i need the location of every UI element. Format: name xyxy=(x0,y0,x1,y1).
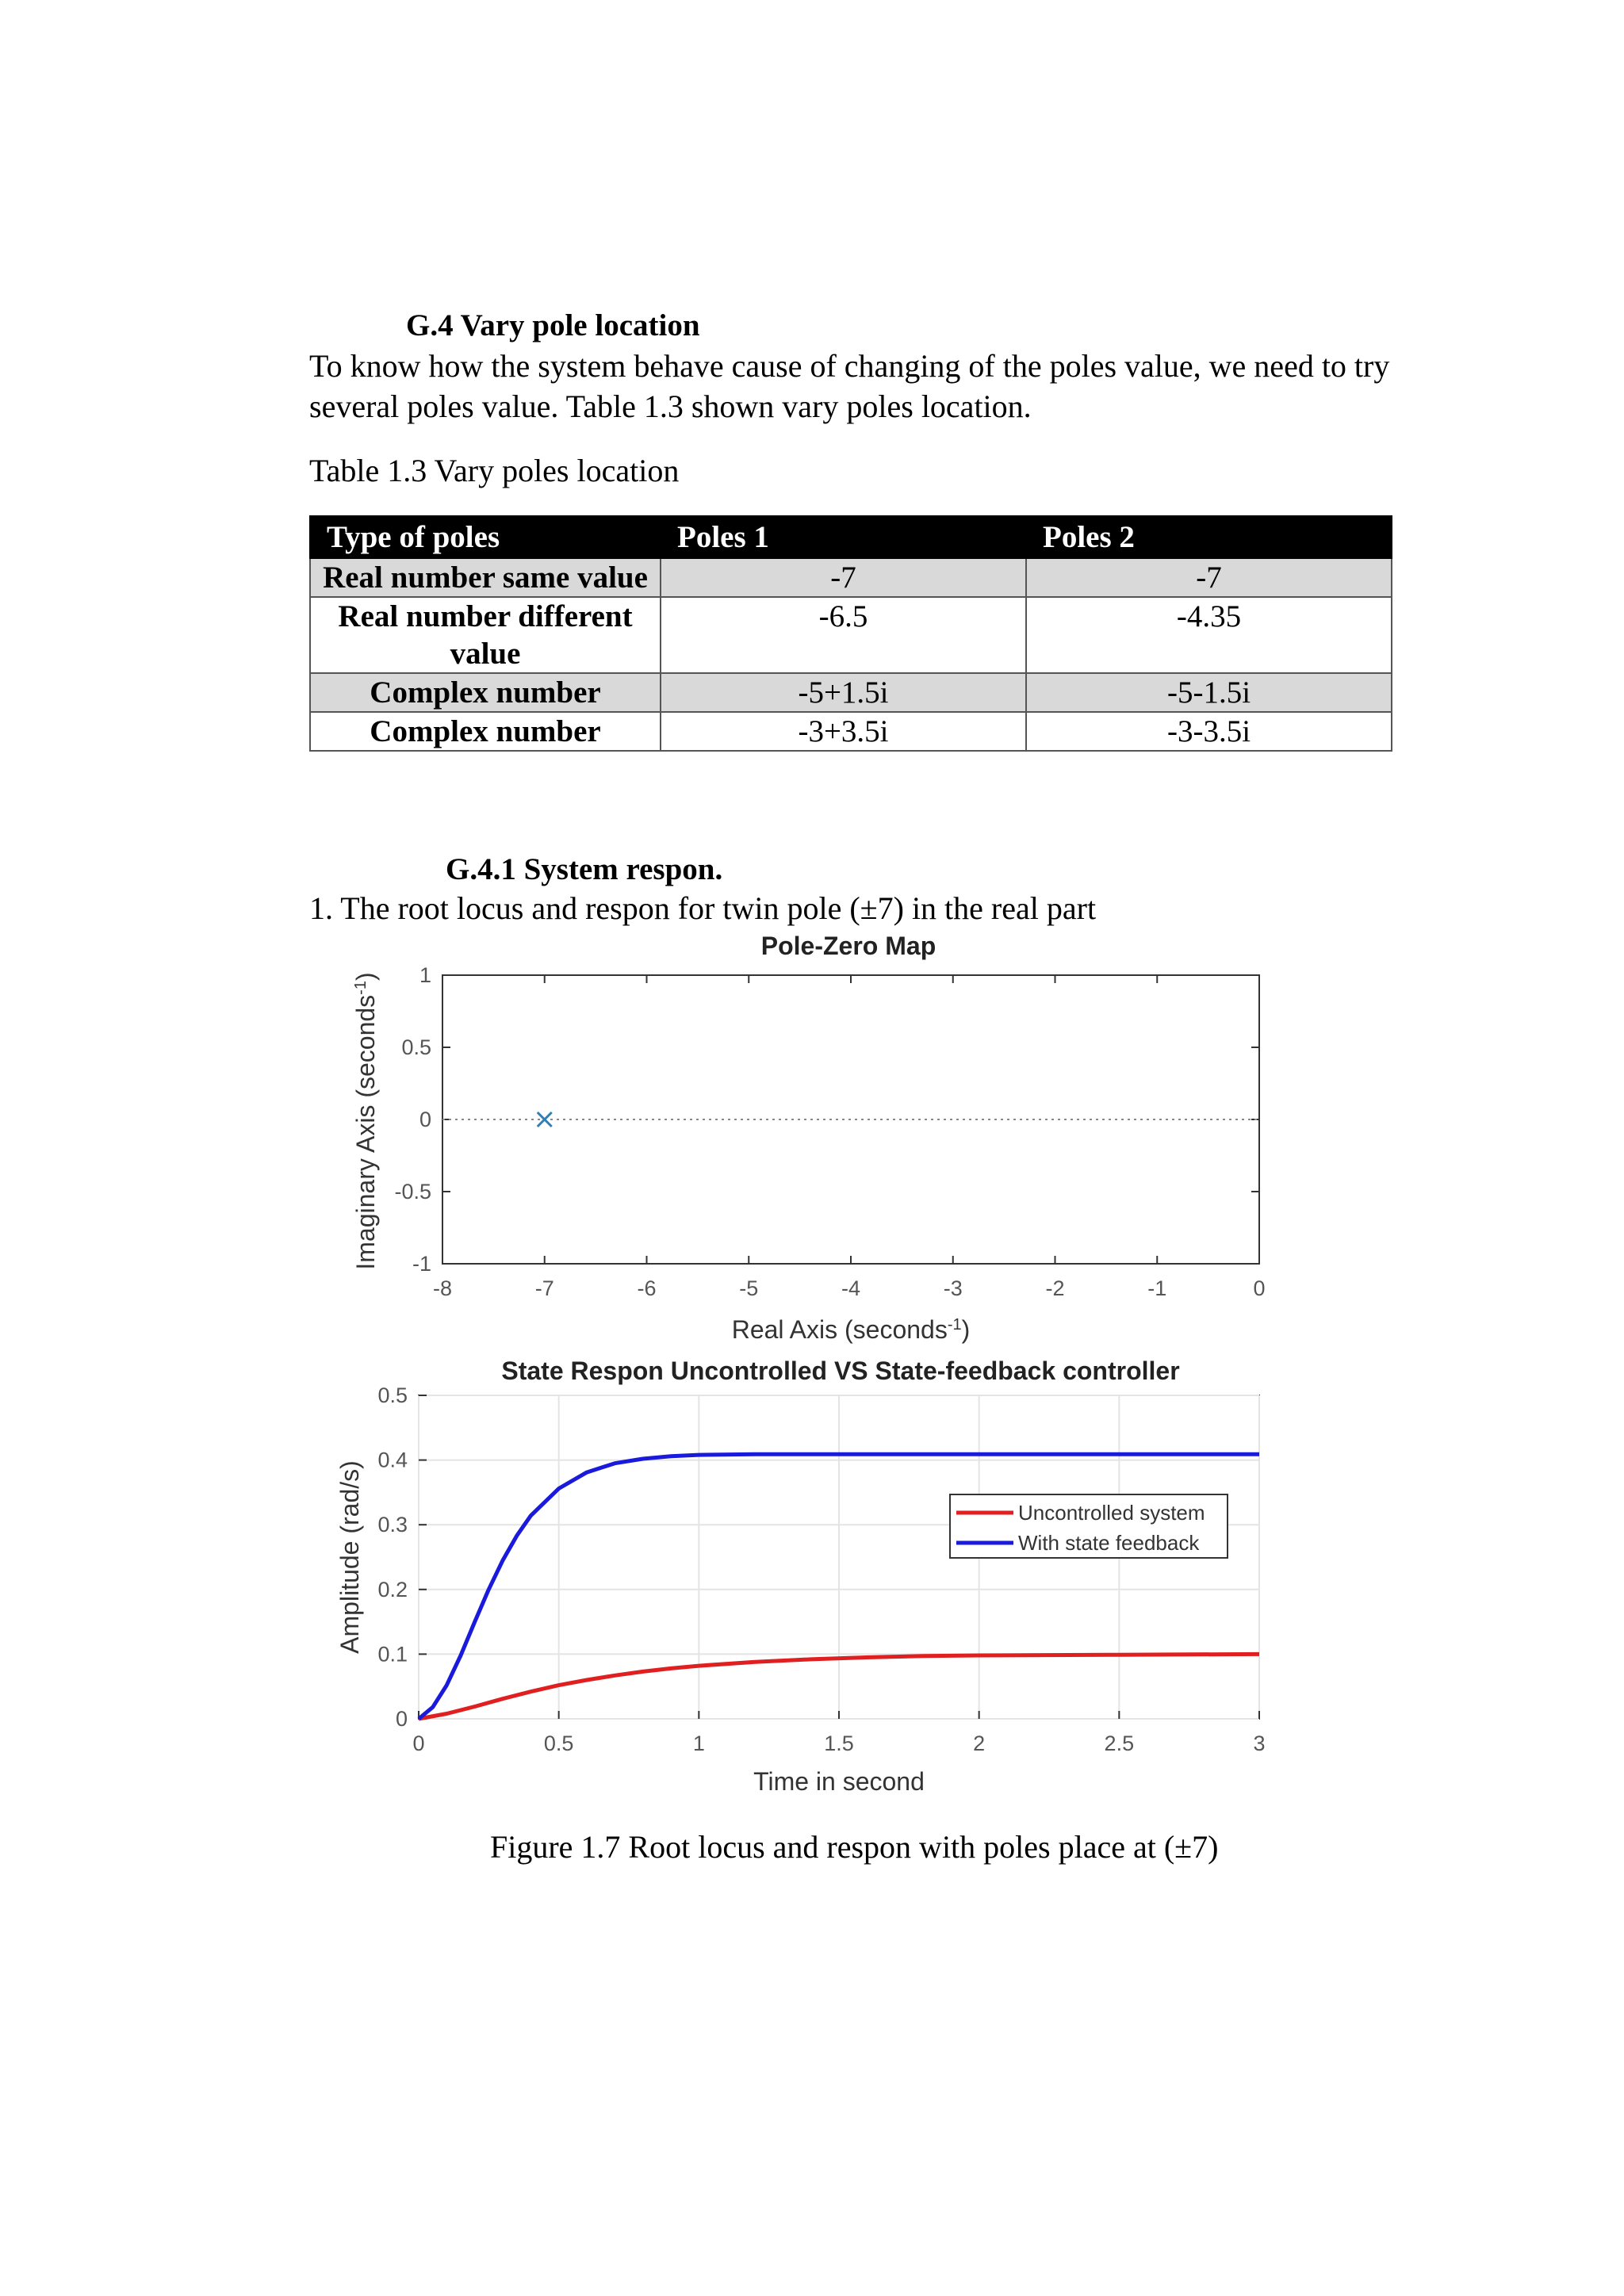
header-poles-2: Poles 2 xyxy=(1026,516,1392,558)
cell-pole-1: -6.5 xyxy=(661,597,1026,673)
x-tick-label: -5 xyxy=(739,1276,759,1300)
section-heading: G.4 Vary pole location xyxy=(406,308,700,342)
y-axis-label: Imaginary Axis (seconds$^{-1}$) xyxy=(351,972,380,1270)
cell-pole-1: -3+3.5i xyxy=(661,712,1026,751)
y-tick-label: 0.5 xyxy=(401,1035,431,1059)
list-item: 1. The root locus and respon for twin pole (±7) in the real part xyxy=(309,890,1097,926)
legend-label-feedback: With state feedback xyxy=(1018,1531,1200,1555)
cell-pole-2: -3-3.5i xyxy=(1026,712,1392,751)
x-axis-label: Time in second xyxy=(753,1767,925,1796)
cell-pole-2: -7 xyxy=(1026,558,1392,597)
y-axis-label: Amplitude (rad/s) xyxy=(335,1460,364,1654)
x-tick-label: 0 xyxy=(1253,1276,1266,1300)
x-tick-label: -8 xyxy=(432,1276,453,1300)
x-tick-label: -2 xyxy=(1045,1276,1065,1300)
intro-paragraph: To know how the system behave cause of changing of the poles value, we need to try several poles value. Table 1.3 shown vary poles location. xyxy=(309,348,1390,424)
x-tick-label: -7 xyxy=(534,1276,554,1300)
legend-label-uncontrolled: Uncontrolled system xyxy=(1018,1501,1205,1525)
y-tick-label: 0.2 xyxy=(377,1577,408,1601)
x-tick-label: -1 xyxy=(1147,1276,1167,1300)
cell-type: Real number different value xyxy=(310,597,661,673)
chart-title: State Respon Uncontrolled VS State-feedback controller xyxy=(501,1357,1180,1385)
x-tick-label: 2 xyxy=(973,1732,986,1755)
x-tick-label: 0.5 xyxy=(543,1732,574,1755)
y-tick-label: -1 xyxy=(412,1252,431,1276)
y-tick-label: 0 xyxy=(395,1707,408,1731)
cell-type: Complex number xyxy=(310,673,661,712)
y-tick-label: 0.5 xyxy=(377,1383,408,1407)
cell-pole-1: -5+1.5i xyxy=(661,673,1026,712)
header-type: Type of poles xyxy=(310,516,661,558)
table-caption: Table 1.3 Vary poles location xyxy=(309,453,680,488)
legend xyxy=(950,1494,1228,1558)
x-tick-label: -3 xyxy=(943,1276,963,1300)
y-tick-label: -0.5 xyxy=(394,1180,431,1203)
x-tick-label: 1.5 xyxy=(824,1732,854,1755)
x-tick-label: 1 xyxy=(692,1732,705,1755)
cell-pole-2: -4.35 xyxy=(1026,597,1392,673)
y-tick-label: 0.1 xyxy=(377,1642,408,1667)
x-tick-label: -4 xyxy=(841,1276,861,1300)
y-tick-label: 0.4 xyxy=(377,1448,408,1472)
figure-caption: Figure 1.7 Root locus and respon with poles place at (±7) xyxy=(490,1829,1219,1865)
x-tick-label: 3 xyxy=(1253,1732,1266,1755)
x-tick-label: -6 xyxy=(637,1276,657,1300)
cell-pole-1: -7 xyxy=(661,558,1026,597)
cell-pole-2: -5-1.5i xyxy=(1026,673,1392,712)
x-tick-label: 2.5 xyxy=(1104,1732,1135,1755)
x-axis-label: Real Axis (seconds$^{-1}$) xyxy=(731,1315,971,1344)
y-tick-label: 0.3 xyxy=(377,1513,408,1537)
subsection-heading: G.4.1 System respon. xyxy=(446,852,723,886)
x-tick-label: 0 xyxy=(412,1732,425,1755)
cell-type: Real number same value xyxy=(310,558,661,597)
y-tick-label: 1 xyxy=(419,963,431,987)
chart-title: Pole-Zero Map xyxy=(760,932,936,960)
cell-type: Complex number xyxy=(310,712,661,751)
header-poles-1: Poles 1 xyxy=(661,516,1026,558)
y-tick-label: 0 xyxy=(419,1108,431,1131)
